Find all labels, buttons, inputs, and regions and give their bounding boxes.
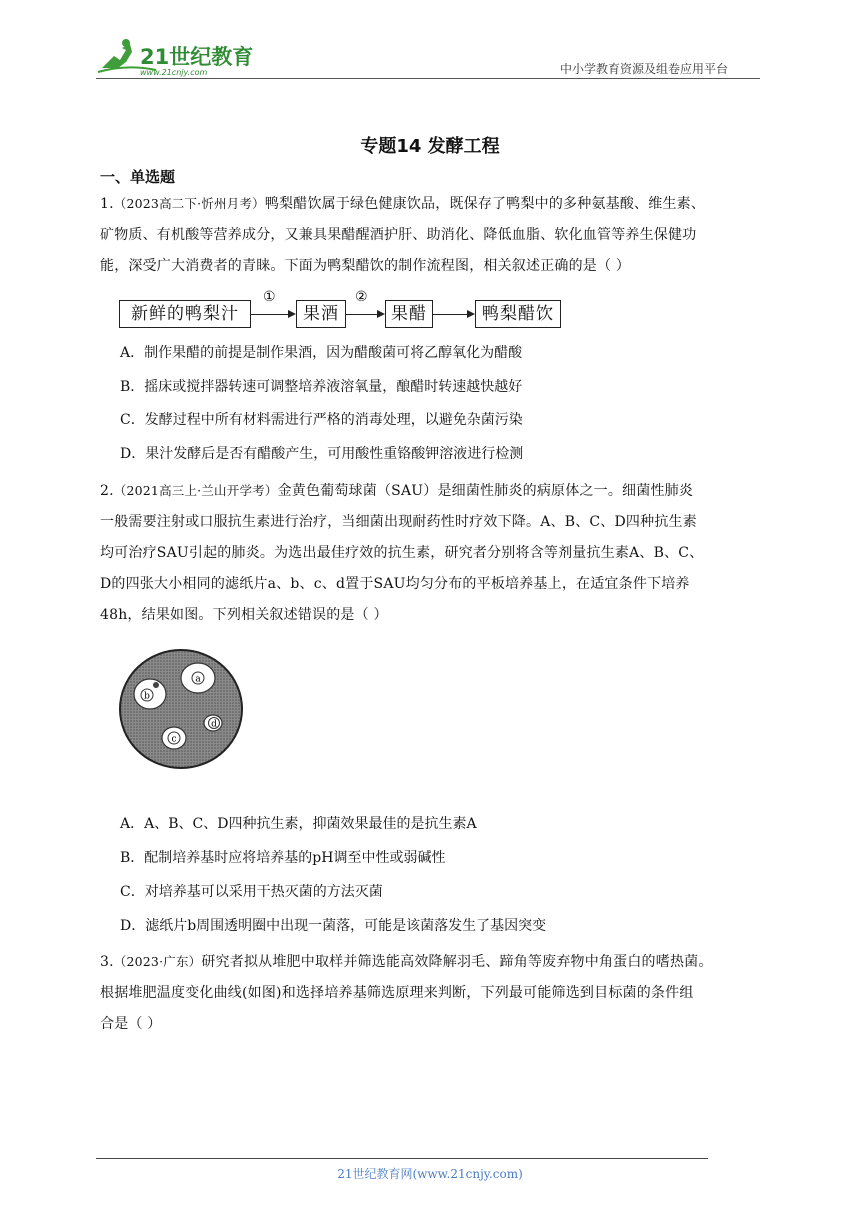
option-b[interactable]: B．配制培养基时应将培养基的pH调至中性或弱碱性 — [120, 850, 446, 866]
footer-text[interactable]: 21世纪教育网(www.21cnjy.com) — [337, 1167, 523, 1181]
runner-icon — [102, 44, 132, 68]
arrow-icon — [377, 310, 385, 318]
question-source: （2021高三上·兰山开学考） — [113, 483, 278, 498]
question-number: 1. — [100, 196, 114, 212]
option-b[interactable]: B．摇床或搅拌器转速可调整培养液溶氧量，酿醋时转速越快越好 — [120, 379, 523, 395]
filter-disc-b — [134, 679, 166, 709]
footer-divider — [96, 1158, 708, 1159]
option-a[interactable]: A．A、B、C、D四种抗生素，抑菌效果最佳的是抗生素A — [120, 816, 477, 832]
flow-box-vinegar: 果醋 — [385, 300, 433, 328]
question-source: （2023高二下·忻州月考） — [113, 196, 265, 211]
svg-text:www.21cnjy.com: www.21cnjy.com — [140, 68, 208, 77]
question-3-text: 3.（2023·广东）研究者拟从堆肥中取样并筛选能高效降解羽毛、蹄角等废弃物中角蛋白的嗜热菌。 根据堆肥温度变化曲线(如图)和选择培养基筛选原理来判断，下列最可能筛选到目标菌的条件组 合是（ ） — [100, 954, 713, 1032]
option-c[interactable]: C．对培养基可以采用干热灭菌的方法灭菌 — [120, 884, 383, 900]
option-c[interactable]: C．发酵过程中所有材料需进行严格的消毒处理，以避免杂菌污染 — [120, 412, 523, 428]
question-source: （2023·广东） — [113, 954, 202, 969]
flow-box-wine: 果酒 — [296, 300, 346, 328]
filter-disc-d — [204, 715, 222, 731]
question-1-text: 1.（2023高二下·忻州月考）鸭梨醋饮属于绿色健康饮品，既保存了鸭梨中的多种氨基酸、维生素、 矿物质、有机酸等营养成分，又兼具果醋醒酒护肝、助消化、降低血脂、软化血管等养生保健功 能，深受广大消费者的青睐。下面为鸭梨醋饮的制作流程图，相关叙述正确的是（ ） — [100, 196, 706, 274]
platform-name: 中小学教育资源及组卷应用平台 — [560, 62, 729, 76]
svg-text:a: a — [195, 674, 201, 685]
colony-dot — [153, 682, 159, 688]
svg-text:d: d — [211, 719, 217, 730]
filter-disc-c — [162, 727, 186, 749]
question-2-text: 2.（2021高三上·兰山开学考）金黄色葡萄球菌（SAU）是细菌性肺炎的病原体之一。细菌性肺炎 一般需要注射或口服抗生素进行治疗，当细菌出现耐药性时疗效下降。A、B、C、D四种抗生素 均可治疗SAU引起的肺炎。为选出最佳疗效的抗生素，研究者分别将含等剂量抗生素A、B、C、 D的四张大小相同的滤纸片a、b、c、d置于SAU均匀分布的平板培养基上，在适宜条件下培养 48h，结果如图。下列相关叙述错误的是（ ） — [100, 483, 704, 623]
flow-box-drink: 鸭梨醋饮 — [475, 300, 561, 328]
culture-plate — [120, 650, 242, 768]
option-a[interactable]: A．制作果醋的前提是制作果酒，因为醋酸菌可将乙醇氧化为醋酸 — [120, 345, 523, 361]
svg-text:c: c — [171, 734, 177, 745]
petri-dish-figure — [118, 648, 244, 770]
step-label: ② — [355, 289, 368, 305]
svg-text:b: b — [144, 691, 150, 702]
filter-disc-a — [181, 663, 215, 693]
page-title: 专题14 发酵工程 — [360, 136, 500, 157]
arrow-icon — [467, 310, 475, 318]
site-logo — [96, 38, 266, 78]
flow-box-fresh-juice: 新鲜的鸭梨汁 — [119, 300, 251, 328]
svg-text:21世纪教育: 21世纪教育 — [140, 45, 254, 69]
option-d[interactable]: D．滤纸片b周围透明圈中出现一菌落，可能是该菌落发生了基因突变 — [120, 918, 547, 934]
arrow-icon — [288, 310, 296, 318]
section-title: 一、单选题 — [100, 168, 176, 186]
option-d[interactable]: D．果汁发酵后是否有醋酸产生，可用酸性重铬酸钾溶液进行检测 — [120, 446, 524, 462]
header-divider — [96, 78, 760, 79]
step-label: ① — [263, 289, 276, 305]
question-number: 3. — [100, 954, 114, 970]
question-number: 2. — [100, 483, 114, 499]
